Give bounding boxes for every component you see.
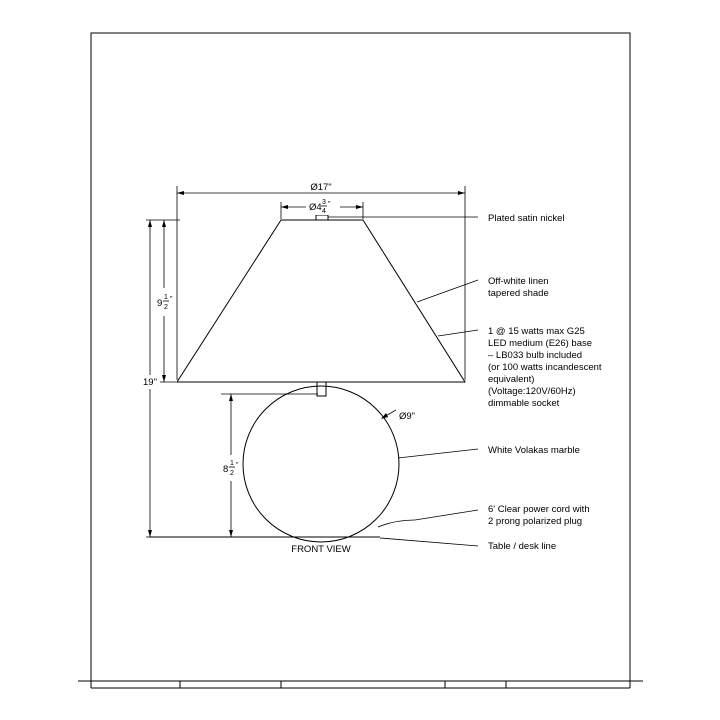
table-leader xyxy=(380,538,478,546)
cord-callout-line-2: 2 prong polarized plug xyxy=(488,516,583,527)
cord-callout-line-1: 6' Clear power cord with xyxy=(488,504,590,515)
finial xyxy=(316,215,328,220)
svg-text:1: 1 xyxy=(230,460,234,467)
top-width-label: Ø4 xyxy=(309,202,322,213)
cord-leader xyxy=(415,510,478,520)
shade-width-label: Ø17" xyxy=(310,182,332,193)
base-height-label: 8 xyxy=(223,464,229,475)
base-diameter-label: Ø9" xyxy=(399,411,416,422)
svg-text:2: 2 xyxy=(230,470,234,477)
svg-text:": " xyxy=(236,462,239,469)
lamp-shade xyxy=(177,220,465,382)
table-callout: Table / desk line xyxy=(488,541,557,552)
marble-base xyxy=(243,386,399,542)
bulb-callout-line-4: (or 100 watts incandescent xyxy=(488,362,602,373)
overall-height-label: 19" xyxy=(143,377,157,388)
finial-callout: Plated satin nickel xyxy=(488,213,565,224)
power-cord xyxy=(378,520,415,527)
svg-text:": " xyxy=(328,201,331,208)
svg-text:1: 1 xyxy=(164,294,168,301)
view-label: FRONT VIEW xyxy=(291,544,351,555)
bulb-callout-line-6: (Voltage:120V/60Hz) xyxy=(488,386,576,397)
shade-height-label: 9 xyxy=(157,298,163,309)
lamp-neck xyxy=(317,382,326,396)
base-leader xyxy=(398,449,478,458)
shade-leader xyxy=(417,280,478,302)
svg-text:": " xyxy=(170,296,173,303)
bulb-callout-line-3: – LB033 bulb included xyxy=(488,350,583,361)
bulb-callout-line-2: LED medium (E26) base xyxy=(488,338,593,349)
svg-text:2: 2 xyxy=(164,304,168,311)
bulb-callout-line-1: 1 @ 15 watts max G25 xyxy=(488,326,585,337)
svg-text:3: 3 xyxy=(322,199,326,206)
bulb-callout-line-7: dimmable socket xyxy=(488,398,560,409)
base-callout: White Volakas marble xyxy=(488,445,580,456)
bulb-leader xyxy=(438,330,478,336)
shade-callout-line-1: Off-white linen xyxy=(488,276,549,287)
svg-text:4: 4 xyxy=(322,208,326,215)
shade-callout-line-2: tapered shade xyxy=(488,288,549,299)
bulb-callout-line-5: equivalent) xyxy=(488,374,535,385)
